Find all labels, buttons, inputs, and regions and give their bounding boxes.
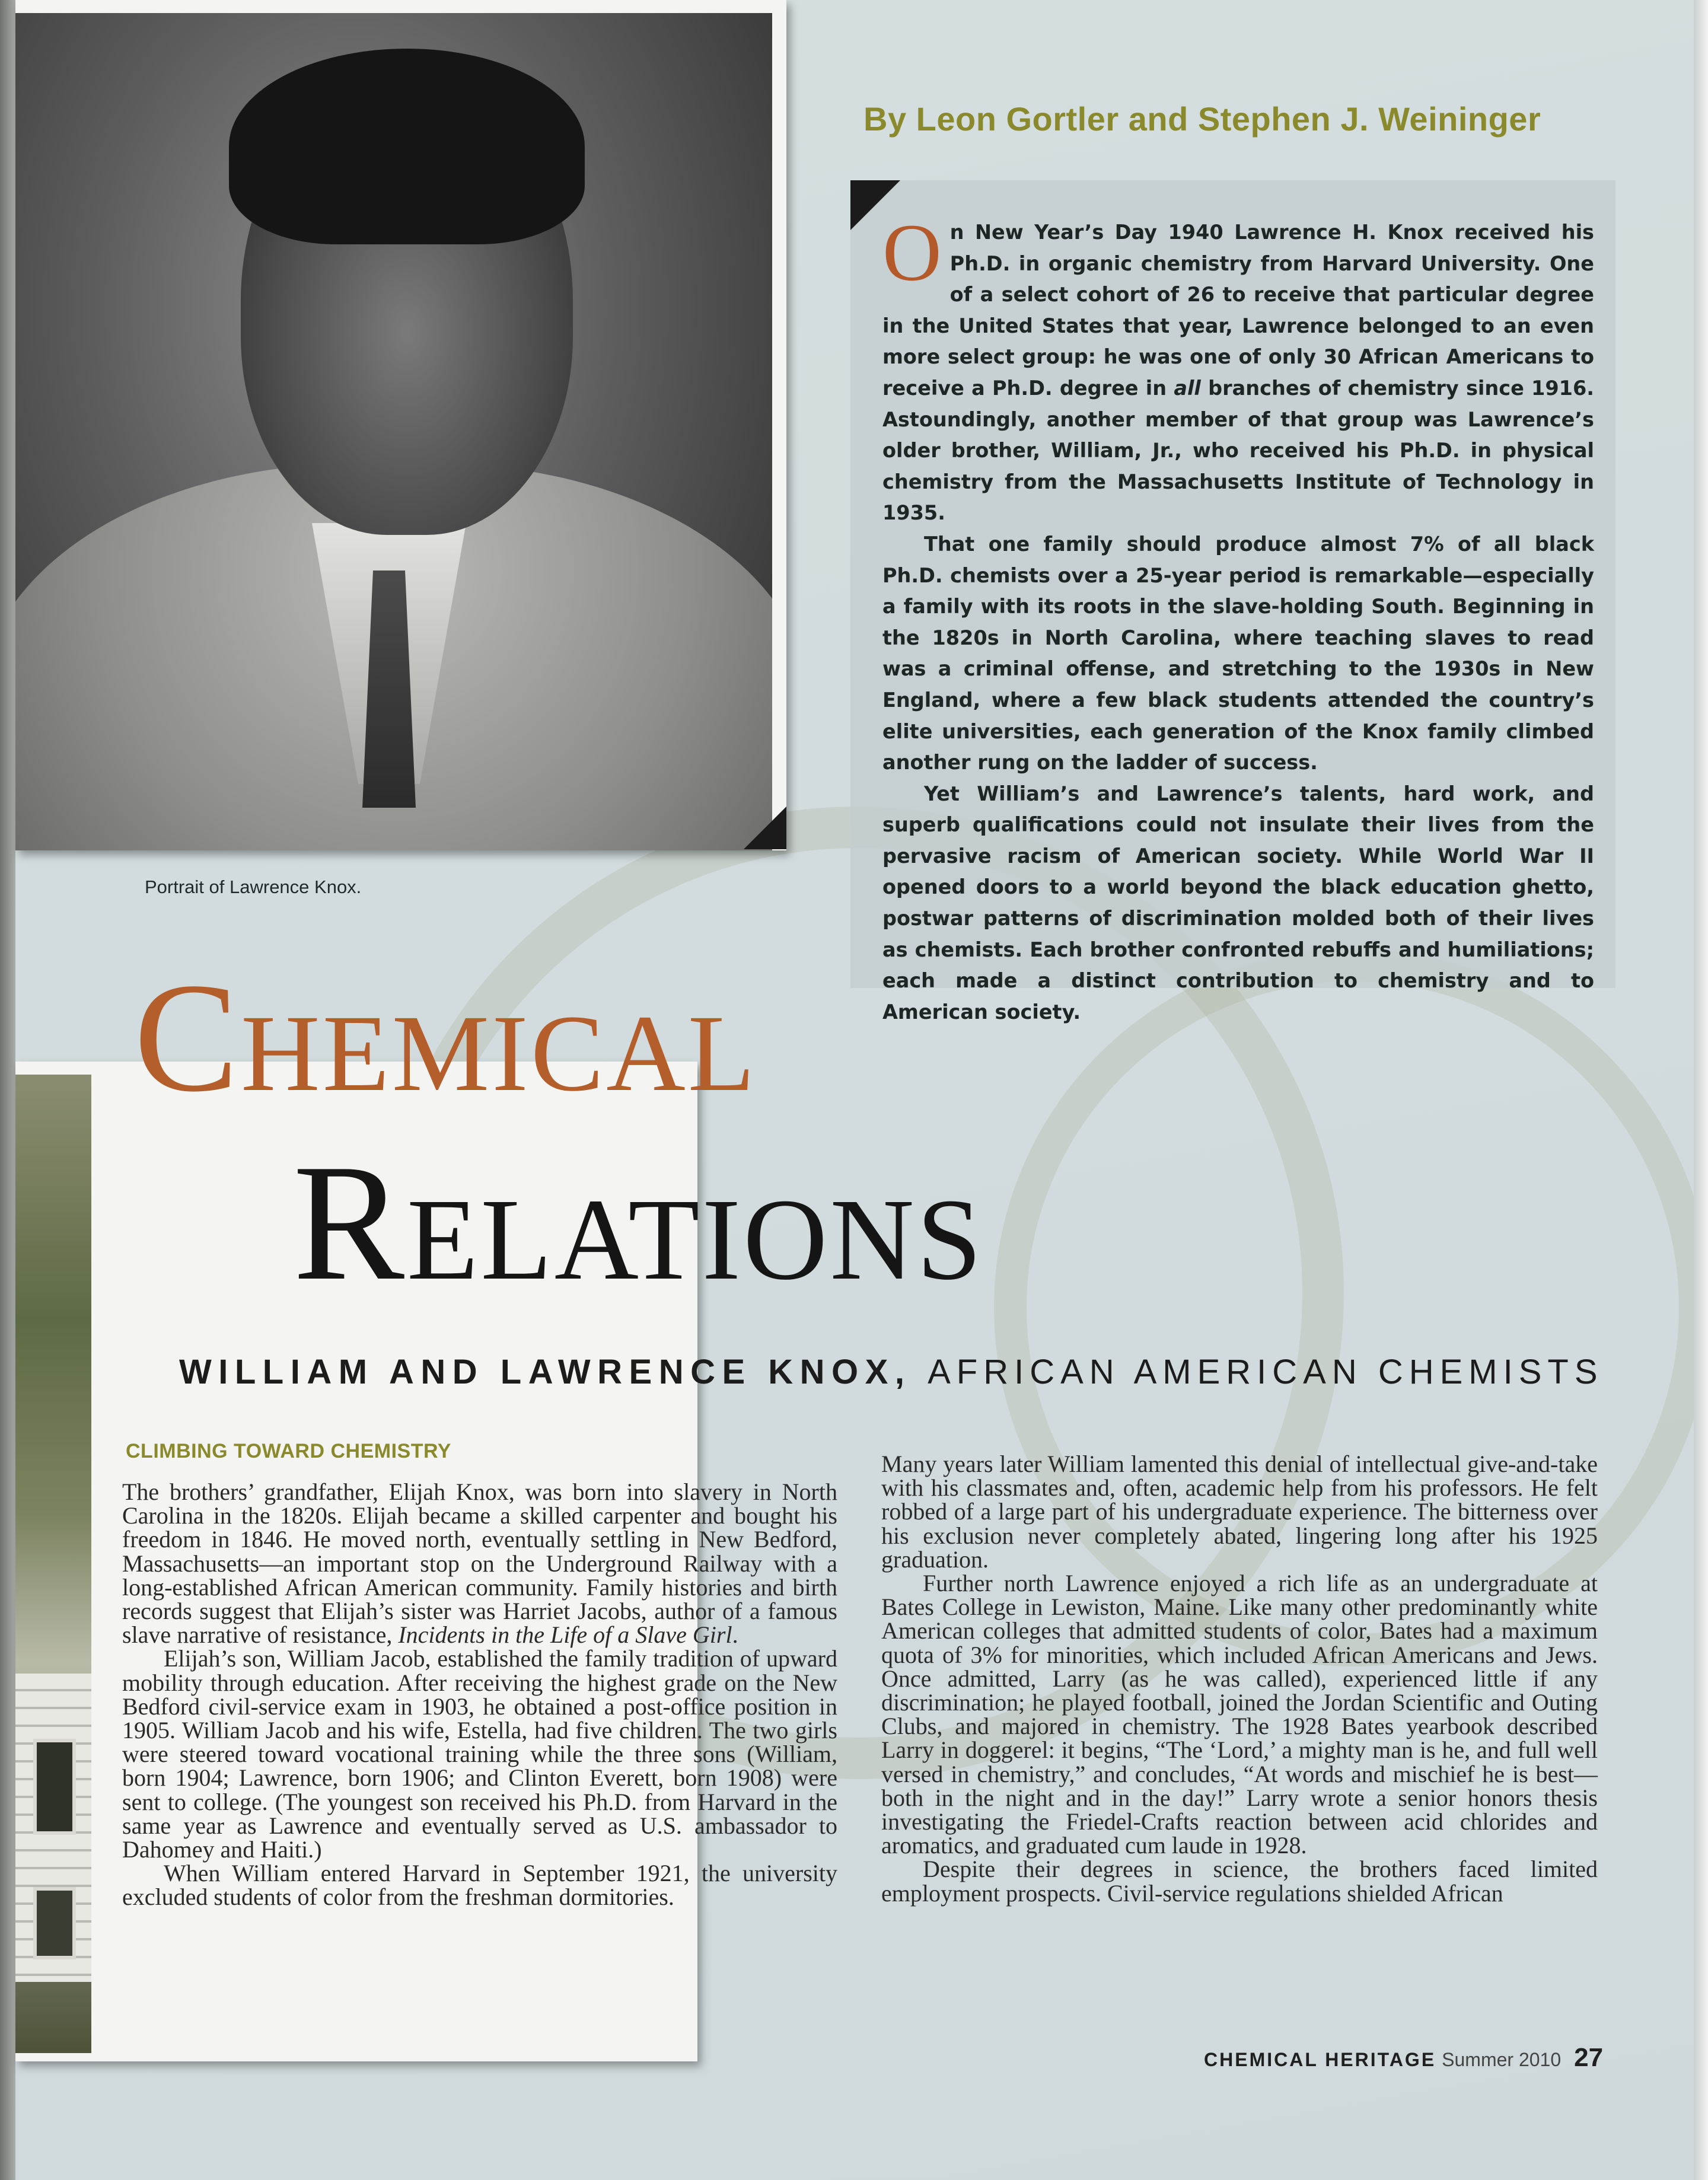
subtitle-descriptor: AFRICAN AMERICAN CHEMISTS — [928, 1353, 1604, 1391]
body-paragraph: Elijah’s son, William Jacob, established the family tradition of upward mobility through education. After receiving the highest grade on the New Bedford civil-service exam in 1903, he obtained a post-office position in 1905. William Jacob and his wife, Estella, had five children. The two girls were steered toward vocational training while the three sons (William, born 1904; Lawrence, born 1906; and Clinton Everett, born 1908) were sent to college. (The youngest son received his Ph.D. from Harvard in the same year as Lawrence and eventually served as U.S. ambassador to Dahomey and Haiti.) — [122, 1645, 837, 1863]
title-line-chemical: Chemical — [134, 951, 757, 1124]
byline: By Leon Gortler and Stephen J. Weininger — [863, 100, 1541, 138]
portrait-photo — [15, 13, 772, 850]
binding-spine — [0, 0, 15, 2180]
drop-cap: O — [882, 207, 942, 298]
magazine-page — [15, 0, 1694, 2180]
house-photo — [15, 1075, 91, 2053]
intro-paragraph: Yet William’s and Lawrence’s talents, hard work, and superb qualifications could not insulate their lives from the pervasive racism of American society. While World War II opened doors to a world beyond the black education ghetto, postwar patterns of discrimination molded both of their lives as chemists. Each brother confronted rebuffs and humiliations; each made a distinct contribution to chemistry and to American society. — [882, 782, 1594, 1024]
portrait-photo-frame — [15, 0, 786, 850]
body-column-right — [881, 1452, 1598, 1905]
intro-paragraph: That one family should produce almost 7% of all black Ph.D. chemists over a 25-year period is remarkable—especially a family with its roots in the slave-holding South. Beginning in the 1820s in North Carolina, where teaching slaves to read was a criminal offense, and stretching to the 1930s in New England, where a few black students attended the country’s elite universities, each generation of the Knox family climbed another rung on the ladder of success. — [882, 532, 1594, 775]
issue-date: Summer 2010 — [1442, 2049, 1562, 2070]
page-footer — [1204, 2043, 1603, 2073]
body-paragraph: The brothers’ grandfather, Elijah Knox, was born into slavery in North Carolina in the 1820s. Elijah became a skilled carpenter and bought his freedom in 1846. He moved north, eventually settling in New Bedford, Massachusetts—an important stop on the Underground Railway with a long-established African American community. Family histories and birth records suggest that Elijah’s sister was Harriet Jacobs, author of a famous slave narrative of resistance, Incidents in the Life of a Slave Girl. — [122, 1478, 837, 1649]
body-paragraph: When William entered Harvard in September 1921, the university excluded students of color from the freshman dormitories. — [122, 1860, 837, 1911]
subtitle-names: WILLIAM AND LAWRENCE KNOX, — [179, 1353, 912, 1391]
title-line-relations: Relations — [293, 1130, 984, 1315]
body-paragraph: Many years later William lamented this denial of intellectual give-and-take with his classmates and, often, academic help from his professors. He felt robbed of a large part of his undergraduate experience. The bitterness over his exclusion never completely abated, lingering long after his 1925 graduation. — [881, 1451, 1598, 1573]
emphasis: all — [1174, 376, 1201, 400]
photo-house-window — [33, 1887, 76, 1959]
photo-house-window — [33, 1739, 76, 1835]
intro-text — [882, 207, 1595, 1028]
magazine-name: CHEMICAL HERITAGE — [1204, 2049, 1436, 2070]
book-title: Incidents in the Life of a Slave Girl — [398, 1621, 732, 1649]
subtitle — [179, 1352, 1604, 1392]
body-paragraph: Despite their degrees in science, the brothers faced limited employment prospects. Civil-service regulations shielded African — [881, 1856, 1598, 1907]
photo-hair — [229, 49, 585, 244]
page-number: 27 — [1574, 2043, 1604, 2072]
photo-caption: Portrait of Lawrence Knox. — [145, 877, 362, 897]
body-column-left — [122, 1480, 837, 1910]
section-heading: CLIMBING TOWARD CHEMISTRY — [126, 1440, 451, 1462]
page-edge — [1694, 0, 1708, 2180]
intro-paragraph: On New Year’s Day 1940 Lawrence H. Knox received his Ph.D. in organic chemistry from Harvard University. One of a select cohort of 26 to receive that particular degree in the United States that year, Lawrence belonged to an even more select group: he was one of only 30 African Americans to receive a Ph.D. degree in all branches of chemistry since 1916. Astoundingly, another member of that group was Lawrence’s older brother, William, Jr., who received his Ph.D. in physical chemistry from the Massachusetts Institute of Technology in 1935. — [882, 207, 1595, 525]
body-paragraph: Further north Lawrence enjoyed a rich life as an undergraduate at Bates College in Lewiston, Maine. Like many other predominantly white American colleges that admitted students of color, Bates had a maximum quota of 3% for minorities, which included African Americans and Jews. Once admitted, Larry (as he was called), experienced little if any discrimination; he played football, joined the Jordan Scientific and Outing Clubs, and majored in chemistry. The 1928 Bates yearbook described Larry in doggerel: it begins, “The ‘Lord,’ a mighty man is he, and full well versed in chemistry,” and concludes, “At words and mischief he is best—both in the night and in the day!” Larry wrote a senior honors thesis investigating the Friedel-Crafts reaction between acid chlorides and aromatics, and graduated cum laude in 1928. — [881, 1570, 1598, 1859]
